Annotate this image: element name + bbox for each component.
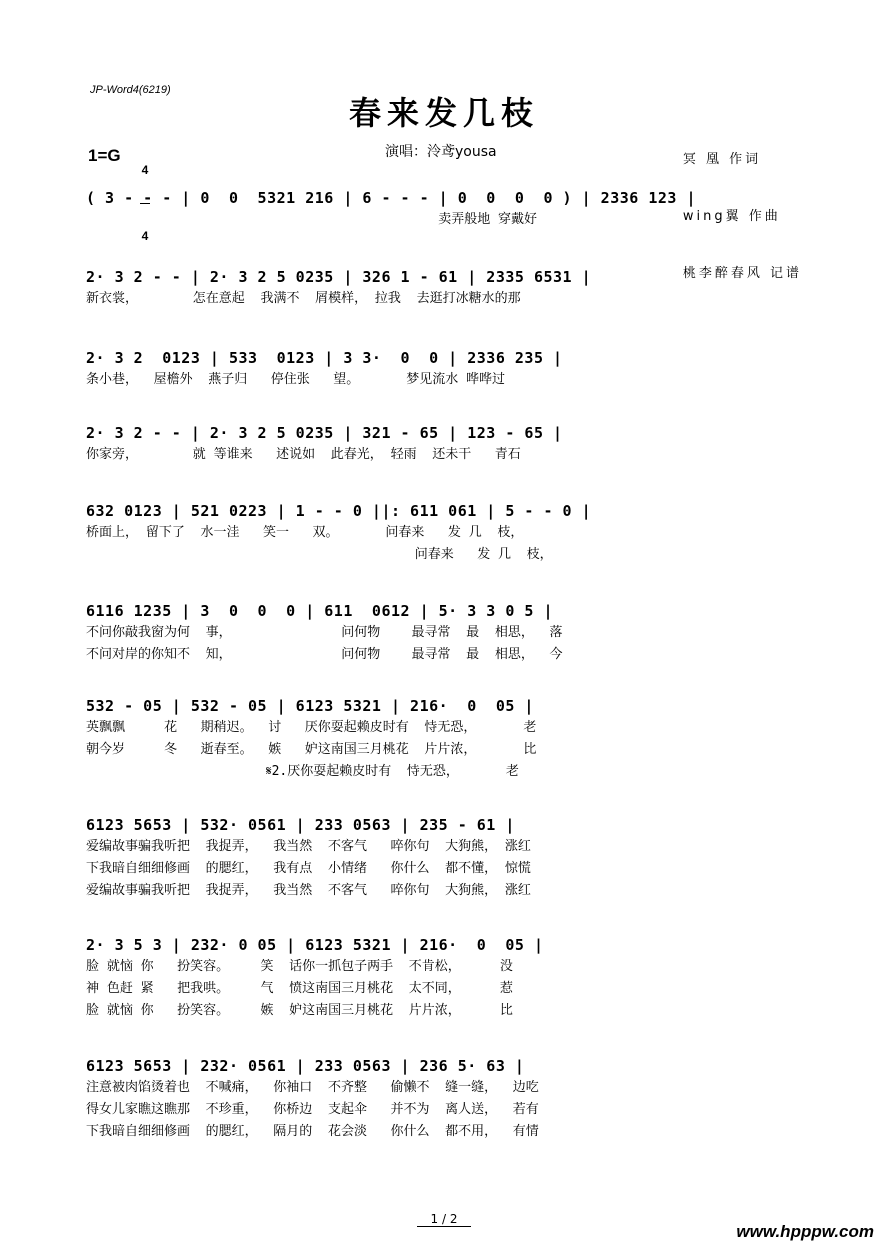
time-signature-top: 4 — [141, 163, 149, 177]
notation-line: ( 3 - - - | 0 0 5321 216 | 6 - - - | 0 0 0 0 ) | 2336 123 | — [86, 189, 696, 207]
notation-line: 2· 3 2 - - | 2· 3 2 5 0235 | 326 1 - 61 | 2335 6531 | — [86, 268, 592, 286]
lyric-line: 问春来 发 几 枝， — [86, 547, 553, 562]
score-row-4 — [86, 422, 808, 466]
score-row-6 — [86, 600, 808, 666]
notation-line: 2· 3 5 3 | 232· 0 05 | 6123 5321 | 216· 0 05 | — [86, 936, 544, 954]
singer-credit: 演唱：泠鸢yousa — [385, 144, 497, 160]
page-number-text: 1 / 2 — [417, 1212, 472, 1227]
lyric-line: 条小巷， 屋檐外 燕子归 停住张 望。 梦见流水 哗哗过 — [86, 372, 506, 387]
lyricist-credit: 冥 凰 作词 — [682, 152, 762, 167]
lyric-line: 爱编故事骗我听把 我捉弄， 我当然 不客气 啐你句 大狗熊， 涨红 — [86, 839, 531, 854]
notation-line: 2· 3 2 - - | 2· 3 2 5 0235 | 321 - 65 | 123 - 65 | — [86, 424, 563, 442]
score-row-9 — [86, 934, 808, 1022]
notation-line: 6123 5653 | 232· 0561 | 233 0563 | 236 5· 63 | — [86, 1057, 525, 1075]
notation-line: 532 - 05 | 532 - 05 | 6123 5321 | 216· 0 05 | — [86, 697, 534, 715]
key-signature: 1=G — [88, 146, 121, 165]
lyric-line: 卖弄般地 穿戴好 — [86, 212, 538, 227]
source-tag: JP-Word4(6219) — [90, 84, 171, 96]
song-title: 春来发几枝 — [348, 94, 539, 132]
score-row-10 — [86, 1055, 808, 1143]
lyric-line: 英飘飘 花 期稍迟。 讨 厌你耍起赖皮时有 恃无恐， 老 — [86, 720, 537, 735]
notation-line: 632 0123 | 521 0223 | 1 - - 0 ||: 611 061 | 5 - - 0 | — [86, 502, 592, 520]
lyric-line: 𝄋2.厌你耍起赖皮时有 恃无恐， 老 — [86, 764, 519, 779]
lyric-line: 脸 就恼 你 扮笑容。 嫉 妒这南国三月桃花 片片浓， 比 — [86, 1003, 513, 1018]
lyric-line: 朝今岁 冬 逝春至。 嫉 妒这南国三月桃花 片片浓， 比 — [86, 742, 537, 757]
lyric-line: 爱编故事骗我听把 我捉弄， 我当然 不客气 啐你句 大狗熊， 涨红 — [86, 883, 531, 898]
lyric-line: 下我暗自细细修画 的腮红， 我有点 小情绪 你什么 都不懂， 惊慌 — [86, 861, 531, 876]
lyric-line: 注意被肉馅烫着也 不喊痛， 你袖口 不齐整 偷懒不 缝一缝， 边吃 — [86, 1080, 539, 1095]
score-row-7 — [86, 695, 808, 783]
lyric-line: 得女儿家瞧这瞧那 不珍重， 你桥边 支起伞 并不为 离人送， 若有 — [86, 1102, 539, 1117]
time-signature-bottom: 4 — [141, 229, 149, 243]
lyric-line: 桥面上， 留下了 水一洼 笑一 双。 问春来 发 几 枝， — [86, 525, 524, 540]
lyric-line: 不问对岸的你知不 知， 问何物 最寻常 最 相思， 今 — [86, 647, 563, 662]
lyric-line: 你家旁， 就 等谁来 述说如 此春光， 轻雨 还未干 青石 — [86, 447, 521, 462]
lyric-line: 不问你敲我窗为何 事， 问何物 最寻常 最 相思， 落 — [86, 625, 563, 640]
lyric-line: 下我暗自细细修画 的腮红， 隔月的 花会淡 你什么 都不用， 有情 — [86, 1124, 539, 1139]
composer-credit: wing翼 作曲 — [682, 209, 781, 224]
notation-line: 6123 5653 | 532· 0561 | 233 0563 | 235 - 61 | — [86, 816, 515, 834]
lyric-line: 神 色赶 紧 把我哄。 气 愤这南国三月桃花 太不同， 惹 — [86, 981, 513, 996]
score-row-8 — [86, 814, 808, 902]
lyric-line: 脸 就恼 你 扮笑容。 笑 话你一抓包子两手 不肯松， 没 — [86, 959, 513, 974]
lyric-line: 新衣裳， 怎在意起 我满不 屑模样， 拉我 去逛打冰糖水的那 — [86, 291, 521, 306]
transcriber-credit: 桃李醉春风 记谱 — [682, 266, 802, 281]
score-row-2 — [86, 266, 808, 310]
score-row-5 — [86, 500, 808, 566]
website-watermark: www.hpppw.com — [736, 1222, 874, 1241]
score-row-3 — [86, 347, 808, 391]
notation-line: 2· 3 2 0123 | 533 0123 | 3 3· 0 0 | 2336 235 | — [86, 349, 563, 367]
score-row-1 — [86, 187, 808, 231]
notation-line: 6116 1235 | 3 0 0 0 | 611 0612 | 5· 3 3 0 5 | — [86, 602, 554, 620]
